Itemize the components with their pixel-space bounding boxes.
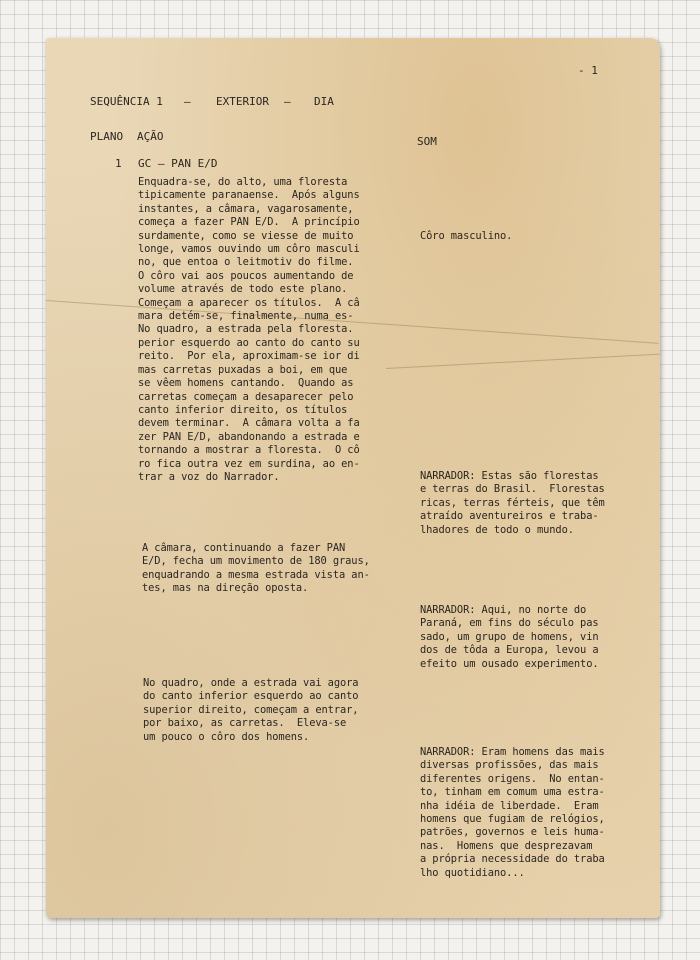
sound-block: NARRADOR: Eram homens das mais diversas profissões, das mais diferentes origens. No entan- to, tinham em comum uma estra- nha idéia de liberdade. Eram homens que fugiam de relógios, patrões, governos e leis huma- nas. Homens que desprezavam a própria necessidade do traba lho quotidiano... bbox=[420, 746, 605, 879]
page-number: - 1 bbox=[578, 64, 598, 77]
sequence-label: SEQUÊNCIA 1 bbox=[90, 95, 163, 108]
sound-block: NARRADOR: Aqui, no norte do Paraná, em fins do século pas sado, um grupo de homens, vin dos de tôda a Europa, levou a efeito um ousado experimento. bbox=[420, 604, 599, 670]
action-block: Enquadra-se, do alto, uma floresta tipicamente paranaense. Após alguns instantes, a câmara, vagarosamente, começa a fazer PAN E/D. A princípio surdamente, como se viesse de muito longe, vamos ouvindo um côro masculi no, que entoa o leitmotiv do filme. O côro vai aos poucos aumentando de volume através de todo este plano. Começam a aparecer os títulos. A câ mara detém-se, finalmente, numa es- No quadro, a estrada pela floresta. perior esquerdo ao canto do canto su reito. Por ela, aproximam-se ior di mas carretas puxadas a boi, em que se vêem homens cantando. Quando as carretas começam a desaparecer pelo canto inferior direito, os títulos devem terminar. A câmara volta a fa zer PAN E/D, abandonando a estrada e tornando a mostrar a floresta. O cô ro fica outra vez em surdina, ao en- trar a voz do Narrador. bbox=[138, 176, 360, 483]
location-label: EXTERIOR bbox=[216, 95, 269, 108]
sound-block: Côro masculino. bbox=[420, 230, 513, 242]
column-header-plano: PLANO bbox=[90, 130, 124, 143]
column-header-acao: AÇÃO bbox=[137, 130, 164, 143]
sound-block: NARRADOR: Estas são florestas e terras do Brasil. Florestas ricas, terras férteis, que têm atraído aventureiros e traba- lhadores de todo o mundo. bbox=[420, 470, 605, 536]
time-label: DIA bbox=[314, 95, 334, 108]
header-separator: — bbox=[284, 95, 291, 108]
header-separator: — bbox=[184, 95, 191, 108]
action-block: A câmara, continuando a fazer PAN E/D, fecha um movimento de 180 graus, enquadrando a mesma estrada vista an- tes, mas na direção oposta. bbox=[142, 542, 370, 595]
shot-number: 1 bbox=[115, 157, 122, 170]
shot-type: GC — PAN E/D bbox=[138, 157, 218, 170]
action-block: No quadro, onde a estrada vai agora do canto inferior esquerdo ao canto superior direito, começam a entrar, por baixo, as carretas. Eleva-se um pouco o côro dos homens. bbox=[143, 677, 359, 743]
column-header-som: SOM bbox=[417, 135, 437, 148]
